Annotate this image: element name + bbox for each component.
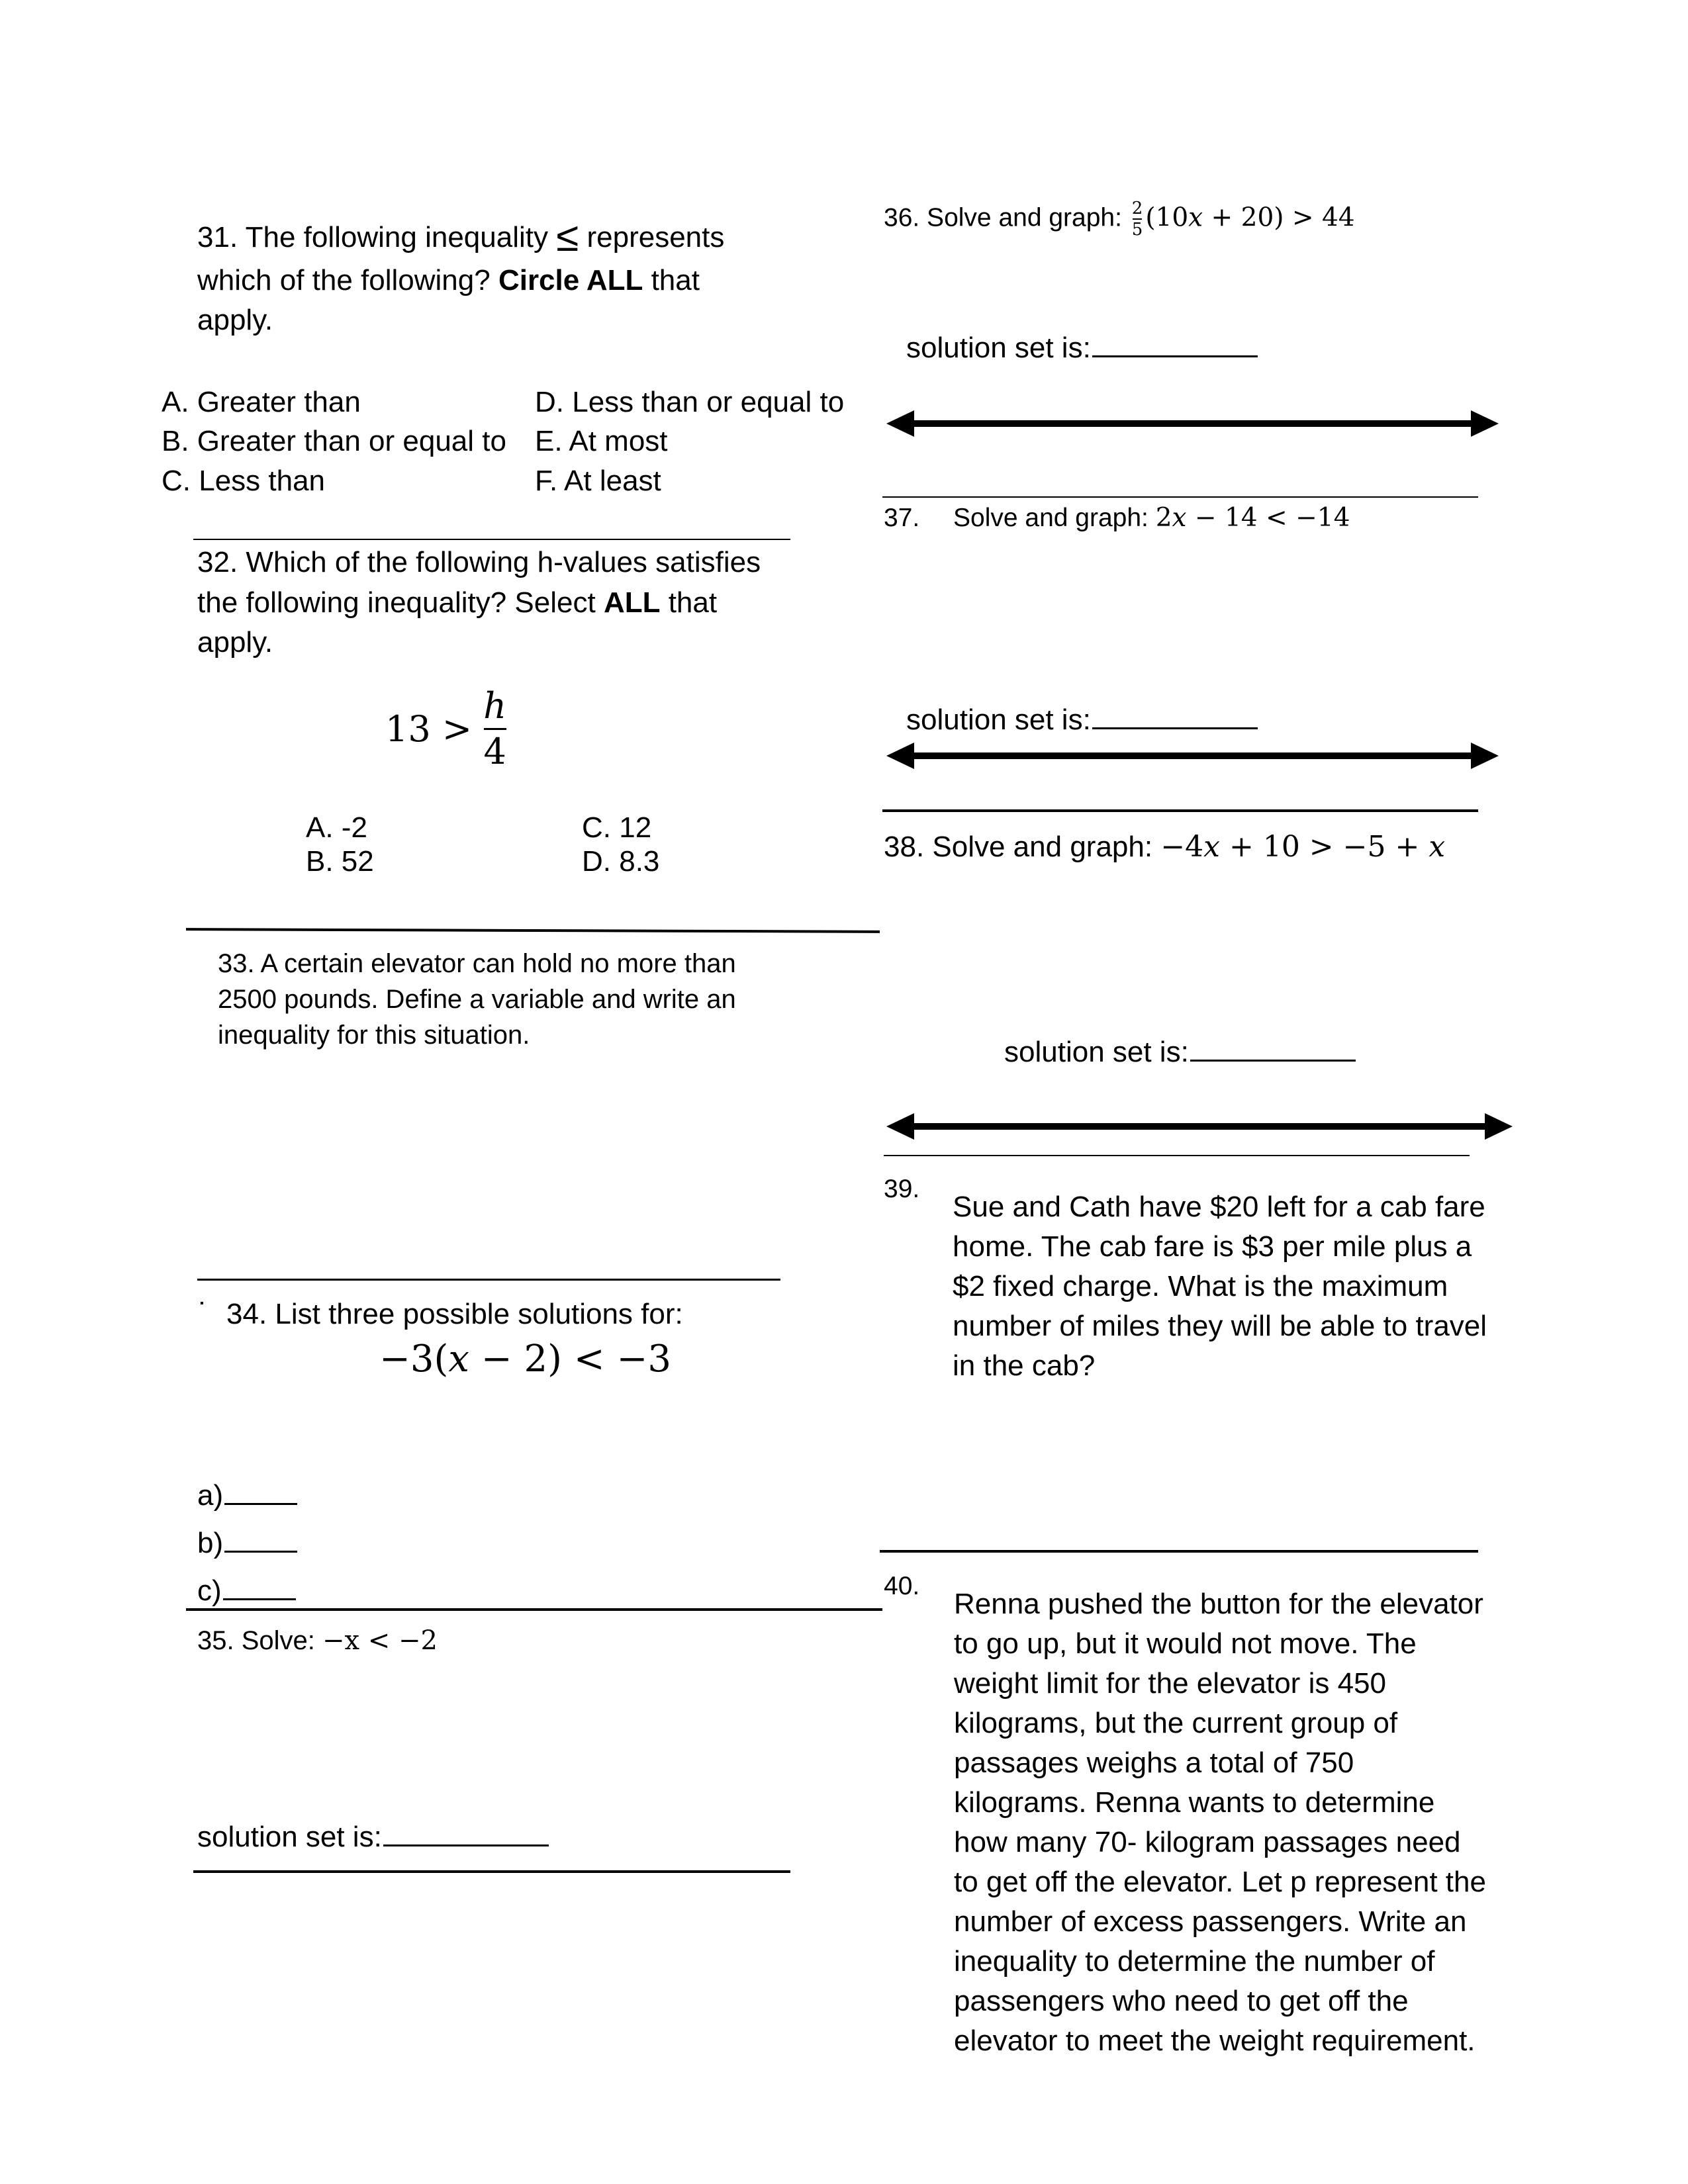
solution-label: solution set is: (197, 1821, 382, 1853)
q38-prompt-line (884, 830, 1445, 865)
divider (197, 1279, 780, 1281)
q40-line: elevator to meet the weight requirement. (954, 2025, 1476, 2057)
answer-label: b) (197, 1527, 224, 1559)
q40-line: to go up, but it would not move. The (954, 1627, 1417, 1660)
answer-blank[interactable] (224, 1550, 297, 1553)
q40-line: Renna pushed the button for the elevator (954, 1588, 1483, 1620)
q32-line3: apply. (197, 626, 273, 659)
q35-solution[interactable] (197, 1820, 549, 1855)
q40-line: kilograms. Renna wants to determine (954, 1786, 1435, 1819)
q31-text-end: represents (586, 221, 725, 253)
divider (882, 809, 1478, 812)
q34-answer-c[interactable] (197, 1574, 296, 1609)
q34-prompt: 34. List three possible solutions for: (226, 1298, 683, 1330)
q40-line: weight limit for the elevator is 450 (954, 1667, 1386, 1700)
q39-number: 39. (884, 1175, 920, 1203)
q36-solution[interactable] (906, 331, 1258, 366)
denominator: 5 (1131, 220, 1143, 240)
answer-label: a) (197, 1479, 224, 1512)
q31-text: 31. The following inequality (197, 221, 548, 253)
q40-line: number of excess passengers. Write an (954, 1905, 1467, 1938)
q36-prompt-line (884, 200, 1355, 238)
solution-label: solution set is: (906, 704, 1091, 736)
solution-blank[interactable] (1092, 727, 1258, 729)
q39-line: number of miles they will be able to travel (953, 1310, 1487, 1342)
q35-prompt: 35. Solve: (197, 1626, 323, 1655)
answer-blank[interactable] (223, 1598, 296, 1600)
q32-numerator: h (483, 685, 507, 727)
q38-prompt: 38. Solve and graph: (884, 831, 1161, 863)
q36-prompt: 36. Solve and graph: (884, 203, 1129, 232)
q32-denominator: 4 (483, 731, 506, 772)
q32-option-c[interactable]: C. 12 (582, 811, 652, 844)
divider (882, 496, 1478, 498)
q33-line: 2500 pounds. Define a variable and write an (218, 985, 736, 1014)
q32-line2-bold: ALL (603, 586, 661, 619)
q40-number: 40. (884, 1572, 920, 1600)
q40-line: kilograms, but the current group of (954, 1707, 1398, 1739)
solution-label: solution set is: (906, 332, 1091, 364)
q31-line3: apply. (197, 304, 273, 336)
q39-line: $2 fixed charge. What is the maximum (953, 1270, 1448, 1302)
number-line-arrow[interactable] (886, 741, 1499, 770)
q36-fraction (1132, 200, 1143, 238)
q31-option-a[interactable]: A. Greater than (162, 386, 361, 418)
q36-inequality: (10𝑥 + 20) > 44 (1145, 203, 1355, 233)
q37-prompt-line (953, 503, 1350, 534)
q32-line2 (197, 586, 717, 621)
divider (880, 1550, 1478, 1553)
q39-line: in the cab? (953, 1349, 1096, 1382)
q32-line2-post: that (660, 586, 718, 619)
answer-label: c) (197, 1574, 222, 1607)
divider (186, 1608, 882, 1611)
q33-line: inequality for this situation. (218, 1021, 530, 1050)
q39-text (953, 1187, 1487, 1386)
q31-line2-pre: which of the following? (197, 264, 498, 296)
q32-inequality (385, 685, 507, 772)
solution-label: solution set is: (1004, 1036, 1189, 1068)
q31-option-f[interactable]: F. At least (535, 465, 661, 497)
solution-blank[interactable] (383, 1844, 549, 1846)
divider (193, 1870, 790, 1873)
q31-line1 (197, 213, 724, 262)
divider (186, 928, 880, 933)
q39-line: Sue and Cath have $20 left for a cab fare (953, 1191, 1485, 1223)
numerator: 2 (1131, 199, 1143, 218)
q32-option-a[interactable]: A. -2 (306, 811, 367, 844)
q32-line1: 32. Which of the following h-values satisfies (197, 546, 761, 578)
q40-line: inequality to determine the number of (954, 1945, 1435, 1978)
number-line-arrow[interactable] (886, 1112, 1513, 1141)
number-line-arrow[interactable] (886, 409, 1499, 438)
q37-inequality: 2𝑥 − 14 < −14 (1155, 503, 1350, 533)
q37-solution[interactable] (906, 703, 1258, 738)
q38-solution[interactable] (1004, 1035, 1356, 1070)
solution-blank[interactable] (1190, 1059, 1356, 1062)
q31-option-c[interactable]: C. Less than (162, 465, 326, 497)
q37-prompt: Solve and graph: (953, 504, 1156, 532)
q32-line2-pre: the following inequality? Select (197, 586, 604, 619)
q31-option-b[interactable]: B. Greater than or equal to (162, 425, 506, 457)
q37-number: 37. (884, 504, 920, 532)
q34-answer-b[interactable] (197, 1526, 297, 1561)
solution-blank[interactable] (1092, 355, 1258, 357)
q31-line2-post: that (643, 264, 700, 296)
q39-line: home. The cab fare is $3 per mile plus a (953, 1230, 1472, 1263)
less-equal-symbol: ≤ (556, 214, 579, 260)
answer-blank[interactable] (224, 1502, 297, 1505)
divider (193, 539, 790, 540)
q38-inequality: −4𝑥 + 10 > −5 + 𝑥 (1160, 830, 1446, 864)
q40-line: passengers who need to get off the (954, 1985, 1409, 2017)
q32-fraction (483, 685, 507, 772)
q33-line: 33. A certain elevator can hold no more than (218, 949, 736, 978)
q40-line: to get off the elevator. Let p represent the (954, 1866, 1486, 1898)
q40-line: passages weighs a total of 750 (954, 1747, 1354, 1779)
fraction-bar (484, 728, 506, 730)
q32-option-d[interactable]: D. 8.3 (582, 845, 660, 878)
q31-option-d[interactable]: D. Less than or equal to (535, 386, 845, 418)
q34-answer-a[interactable] (197, 1479, 297, 1514)
q32-option-b[interactable]: B. 52 (306, 845, 374, 878)
divider (884, 1155, 1470, 1156)
q35-inequality: −x < −2 (322, 1625, 438, 1656)
q32-math-left: 13 > (385, 707, 473, 750)
stray-dot (201, 1302, 203, 1304)
q35-prompt-line (197, 1625, 438, 1657)
q40-text (954, 1584, 1486, 2061)
q40-line: how many 70- kilogram passages need (954, 1826, 1461, 1858)
q31-line2-bold: Circle ALL (498, 264, 643, 296)
q31-line2 (197, 263, 700, 298)
q34-inequality: −3(𝑥 − 2) < −3 (379, 1338, 672, 1381)
q31-option-e[interactable]: E. At most (535, 425, 668, 457)
